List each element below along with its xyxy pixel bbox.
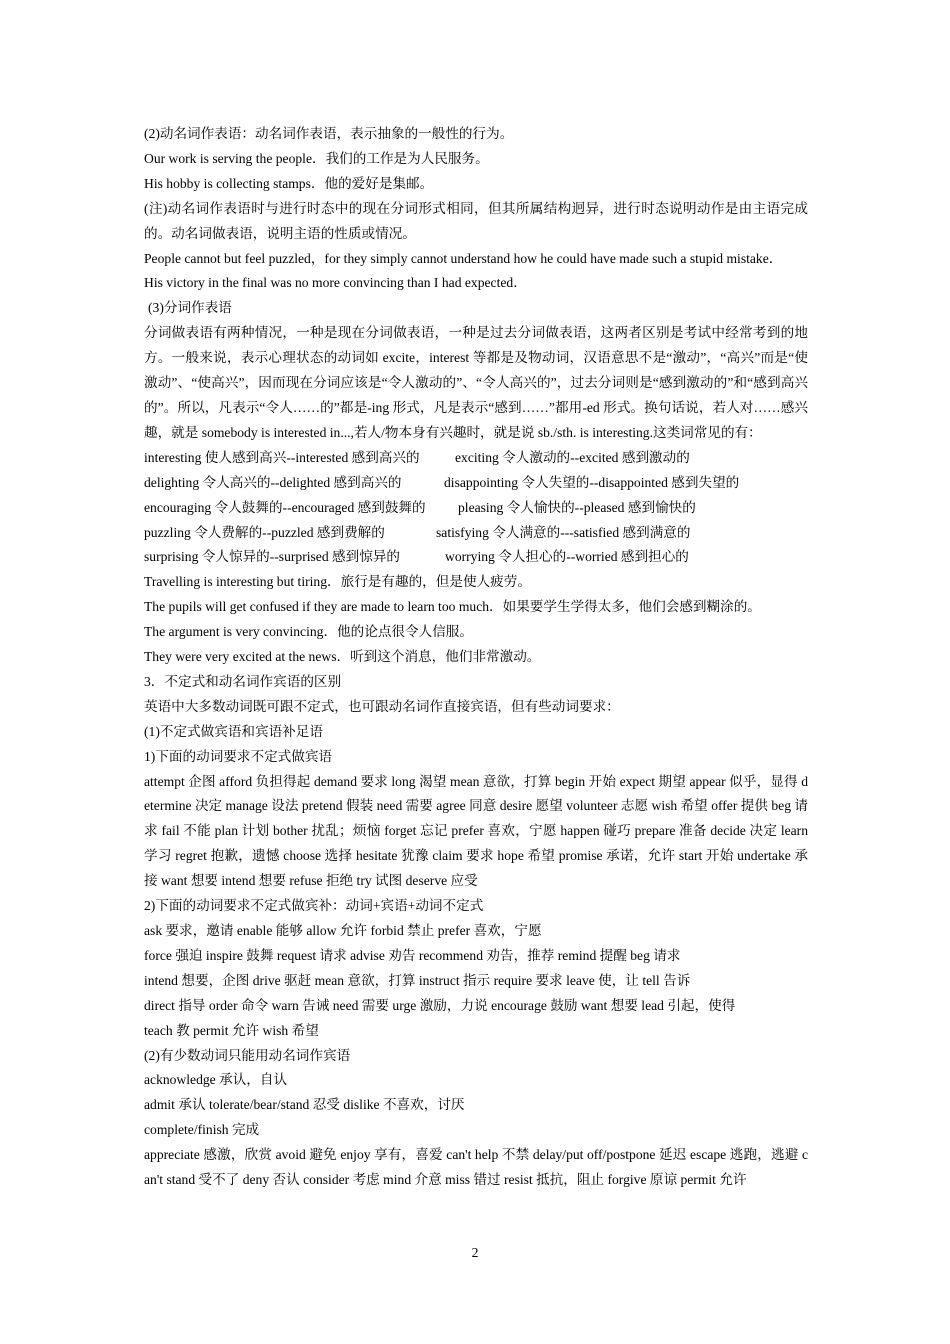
paragraph: ask 要求，邀请 enable 能够 allow 允许 forbid 禁止 prefer 喜欢，宁愿 xyxy=(144,923,542,938)
paragraph: attempt 企图 afford 负担得起 demand 要求 long 渴望 mean 意欲，打算 begin 开始 expect 期望 appear 似乎，显得 determine 决定 manage 设法 pretend 假装 need 需要 agree 同意 desire 愿望 volunteer 志愿 wish 希望 offer 提供 beg 请求 fail 不能 plan 计划 bother 扰乱；烦恼 forget 忘记 prefer 喜欢，宁愿 happen 碰巧 prepare 准备 decide 决定 learn 学习 regret 抱歉，遗憾 choose 选择 hesitate 犹豫 claim 要求 hope 希望 promise 承诺，允许 start 开始 undertake 承接 want 想要 intend 想要 refuse 拒绝 try 试图 deserve 应受 xyxy=(144,773,808,889)
word-pair-row xyxy=(144,496,808,521)
subsection-heading: (1)不定式做宾语和宾语补足语 xyxy=(144,723,323,739)
paragraph: (注)动名词作表语时与进行时态中的现在分词形式相同，但其所属结构迥异，进行时态说明动作是由主语完成的。动名词做表语，说明主语的性质或情况。 xyxy=(144,200,808,241)
word-pair-right: disappointing 令人失望的--disappointed 感到失望的 xyxy=(444,474,740,490)
section-heading: 3．不定式和动名词作宾语的区别 xyxy=(144,673,342,689)
paragraph: His hobby is collecting stamps．他的爱好是集邮。 xyxy=(144,175,434,191)
document-body xyxy=(144,122,808,1193)
paragraph: direct 指导 order 命令 warn 告诫 need 需要 urge 激励，力说 encourage 鼓励 want 想要 lead 引起，使得 xyxy=(144,997,736,1013)
paragraph: appreciate 感激，欣赏 avoid 避免 enjoy 享有，喜爱 can't help 不禁 delay/put off/postpone 延迟 escape 逃跑，逃避 can't stand 受不了 deny 否认 consider 考虑 mind 介意 miss 错过 resist 抵抗，阻止 forgive 原谅 permit 允许 xyxy=(144,1147,808,1188)
section-heading: (3)分词作表语 xyxy=(148,300,232,316)
word-pair-right: exciting 令人激动的--excited 感到激动的 xyxy=(455,449,690,465)
paragraph: teach 教 permit 允许 wish 希望 xyxy=(144,1022,319,1038)
paragraph: The pupils will get confused if they are made to learn too much．如果要学生学得太多，他们会感到糊涂的。 xyxy=(144,599,761,615)
subsection-heading: 2)下面的动词要求不定式做宾补：动词+宾语+动词不定式 xyxy=(144,898,484,914)
word-pair-row xyxy=(144,521,808,546)
word-pair-left: surprising 令人惊异的--surprised 感到惊异的 xyxy=(144,549,400,565)
word-pair-left: delighting 令人高兴的--delighted 感到高兴的 xyxy=(144,474,402,490)
paragraph: Our work is serving the people．我们的工作是为人民服务。 xyxy=(144,150,489,166)
word-pair-left: interesting 使人感到高兴--interested 感到高兴的 xyxy=(144,449,420,465)
paragraph: They were very excited at the news．听到这个消息，他们非常激动。 xyxy=(144,649,541,665)
paragraph: (2)动名词作表语：动名词作表语，表示抽象的一般性的行为。 xyxy=(144,126,514,141)
paragraph: force 强迫 inspire 鼓舞 request 请求 advise 劝告 recommend 劝告，推荐 remind 提醒 beg 请求 xyxy=(144,947,681,963)
paragraph: Travelling is interesting but tiring．旅行是有趣的，但是使人疲劳。 xyxy=(144,574,531,590)
word-pair-left: puzzling 令人费解的--puzzled 感到费解的 xyxy=(144,524,385,540)
subsection-heading: 1)下面的动词要求不定式做宾语 xyxy=(144,748,333,764)
paragraph: His victory in the final was no more convincing than I had expected． xyxy=(144,275,527,291)
subsection-heading: (2)有少数动词只能用动名词作宾语 xyxy=(144,1047,351,1063)
paragraph: 英语中大多数动词既可跟不定式，也可跟动名词作直接宾语，但有些动词要求： xyxy=(144,698,620,714)
word-pair-row xyxy=(144,545,808,570)
word-pair-row xyxy=(144,471,808,496)
word-pair-row xyxy=(144,446,808,471)
word-pair-right: satisfying 令人满意的---satisfied 感到满意的 xyxy=(436,524,691,540)
paragraph: intend 想要，企图 drive 驱赶 mean 意欲，打算 instruct 指示 require 要求 leave 使，让 tell 告诉 xyxy=(144,972,691,988)
page-number: 2 xyxy=(471,1245,479,1260)
paragraph: admit 承认 tolerate/bear/stand 忍受 dislike 不喜欢，讨厌 xyxy=(144,1097,465,1113)
paragraph: The argument is very convincing．他的论点很令人信服。 xyxy=(144,624,473,640)
word-pair-right: pleasing 令人愉快的--pleased 感到愉快的 xyxy=(458,499,696,515)
paragraph: complete/finish 完成 xyxy=(144,1122,260,1138)
word-pair-right: worrying 令人担心的--worried 感到担心的 xyxy=(445,549,689,565)
paragraph: People cannot but feel puzzled，for they simply cannot understand how he could have made such a stupid mistake． xyxy=(144,250,783,266)
word-pair-left: encouraging 令人鼓舞的--encouraged 感到鼓舞的 xyxy=(144,499,426,515)
paragraph: acknowledge 承认，自认 xyxy=(144,1072,288,1088)
paragraph: 分词做表语有两种情况，一种是现在分词做表语，一种是过去分词做表语，这两者区别是考试中经常考到的地方。一般来说，表示心理状态的动词如 excite，interest 等都是及物动词，汉语意思不是“激动”，“高兴”而是“使激动”、“使高兴”，因而现在分词应该是“令人激动的”、“令人高兴的”，过去分词则是“感到激动的”和“感到高兴的”。所以，凡表示“令人……的”都是-ing 形式，凡是表示“感到……”都用-ed 形式。换句话说，若人对……感兴趣，就是 somebody is interested in...,若人/物本身有兴趣时，就是说 sb./sth. is interesting.这类词常见的有： xyxy=(144,325,808,440)
